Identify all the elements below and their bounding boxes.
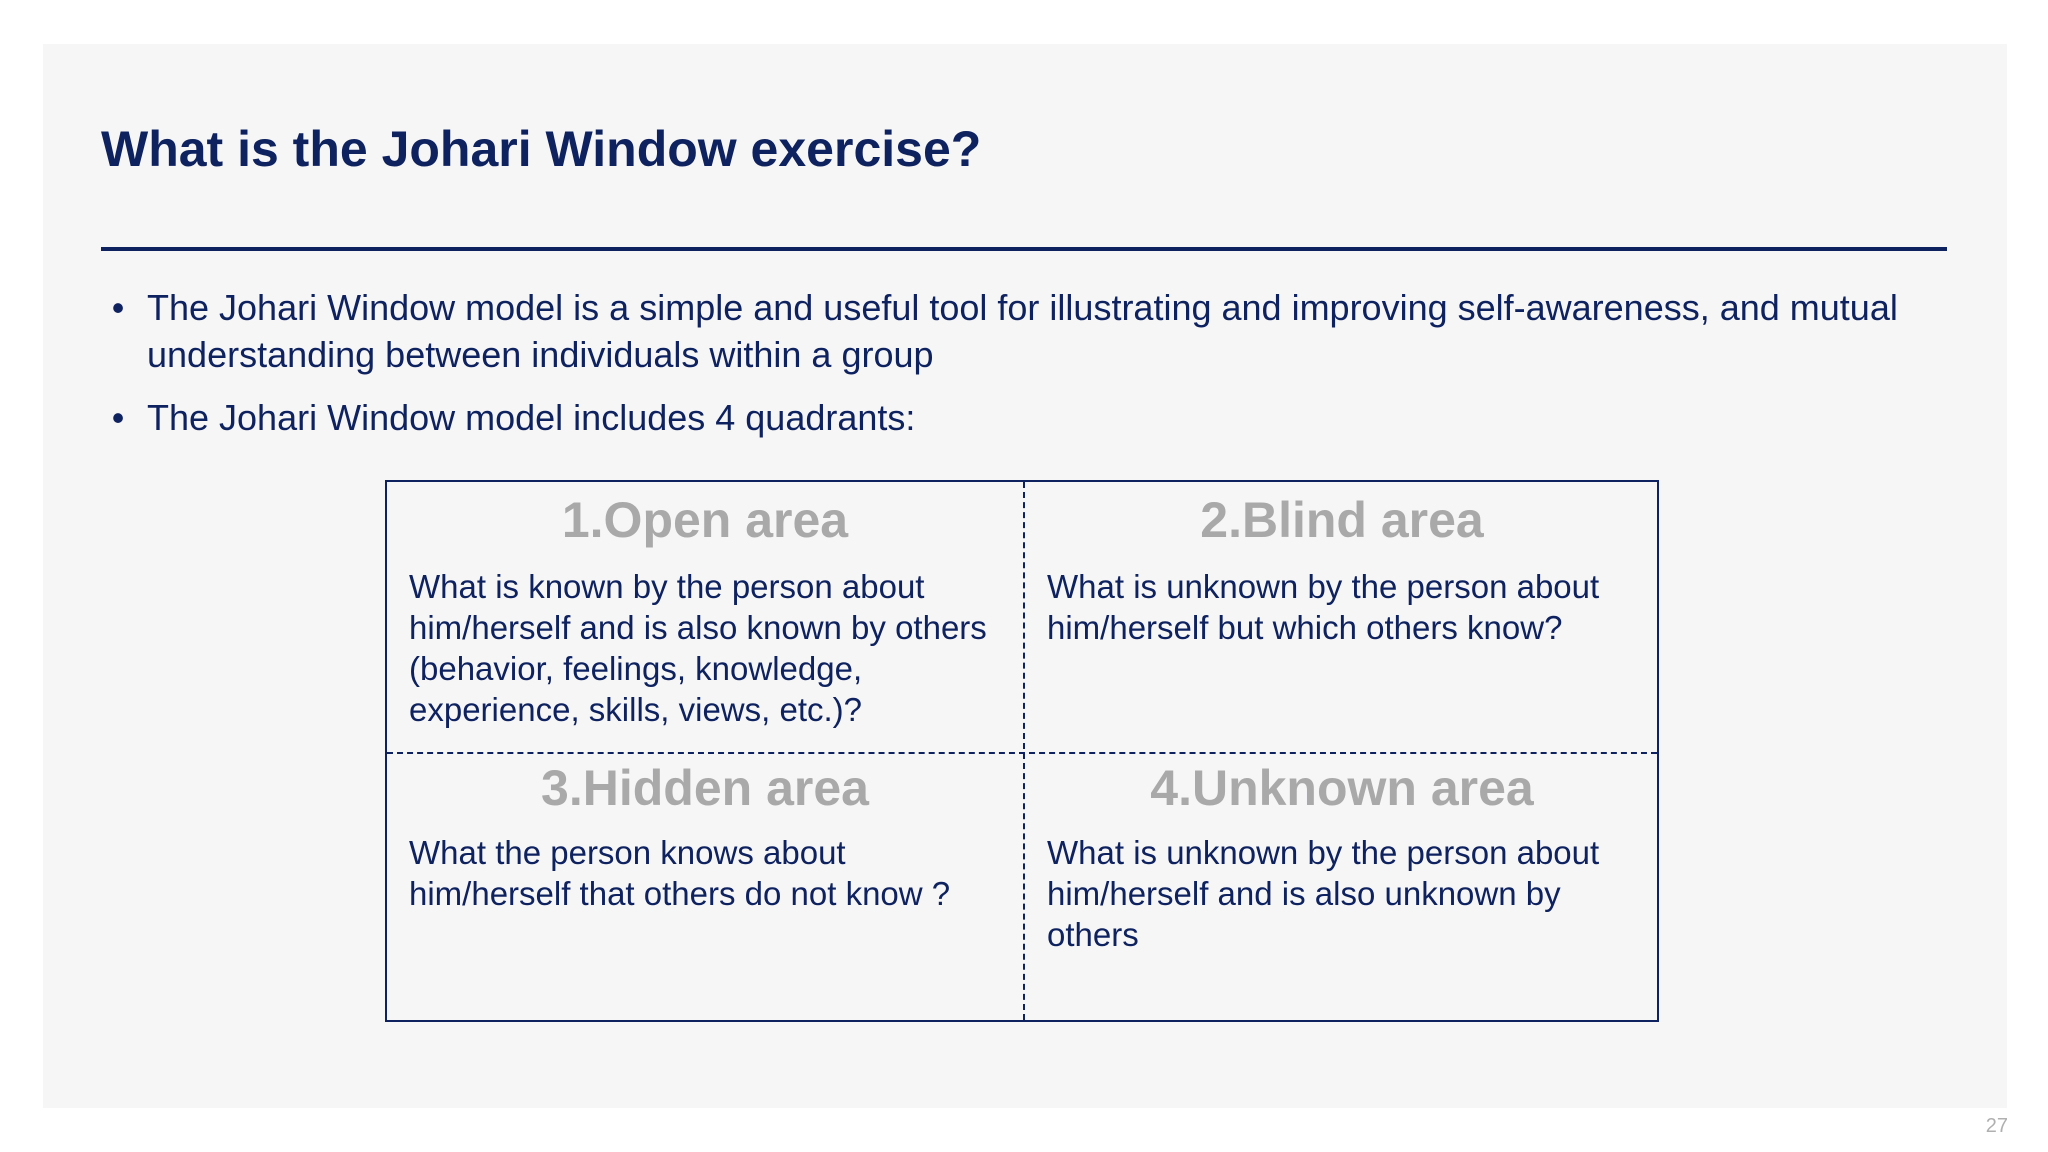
quadrant-title: 1.Open area <box>561 492 849 548</box>
quadrant-title: 4.Unknown area <box>1150 760 1534 816</box>
quadrant-description: What is unknown by the person about him/herself but which others know? <box>1047 568 1600 646</box>
bullet-list <box>103 284 1953 457</box>
bullet-text: The Johari Window model includes 4 quadrants: <box>147 397 916 438</box>
bullet-item <box>103 284 1953 378</box>
quadrant-description: What the person knows about him/herself that others do not know ? <box>409 834 951 912</box>
title-divider <box>101 247 1947 251</box>
quadrant-unknown-area <box>1025 754 1659 1022</box>
bullet-text: The Johari Window model is a simple and useful tool for illustrating and improving self-awareness, and mutual understanding between individuals within a group <box>147 287 1898 375</box>
bullet-dot-icon: • <box>111 397 125 438</box>
quadrant-blind-area <box>1025 482 1659 752</box>
quadrant-hidden-area <box>387 754 1023 1022</box>
slide <box>43 44 2007 1108</box>
quadrant-description: What is unknown by the person about him/herself and is also unknown by others <box>1047 834 1600 953</box>
quadrant-description: What is known by the person about him/herself and is also known by others (behavior, feelings, knowledge, experience, skills, views, etc.)? <box>409 568 987 728</box>
slide-title: What is the Johari Window exercise? <box>101 121 982 177</box>
johari-window-grid <box>385 480 1659 1022</box>
bullet-item <box>103 394 1953 441</box>
quadrant-title: 3.Hidden area <box>541 760 869 816</box>
quadrant-title: 2.Blind area <box>1200 492 1484 548</box>
quadrant-open-area <box>387 482 1023 752</box>
page-number: 27 <box>1985 1115 2008 1137</box>
bullet-dot-icon: • <box>111 287 125 328</box>
